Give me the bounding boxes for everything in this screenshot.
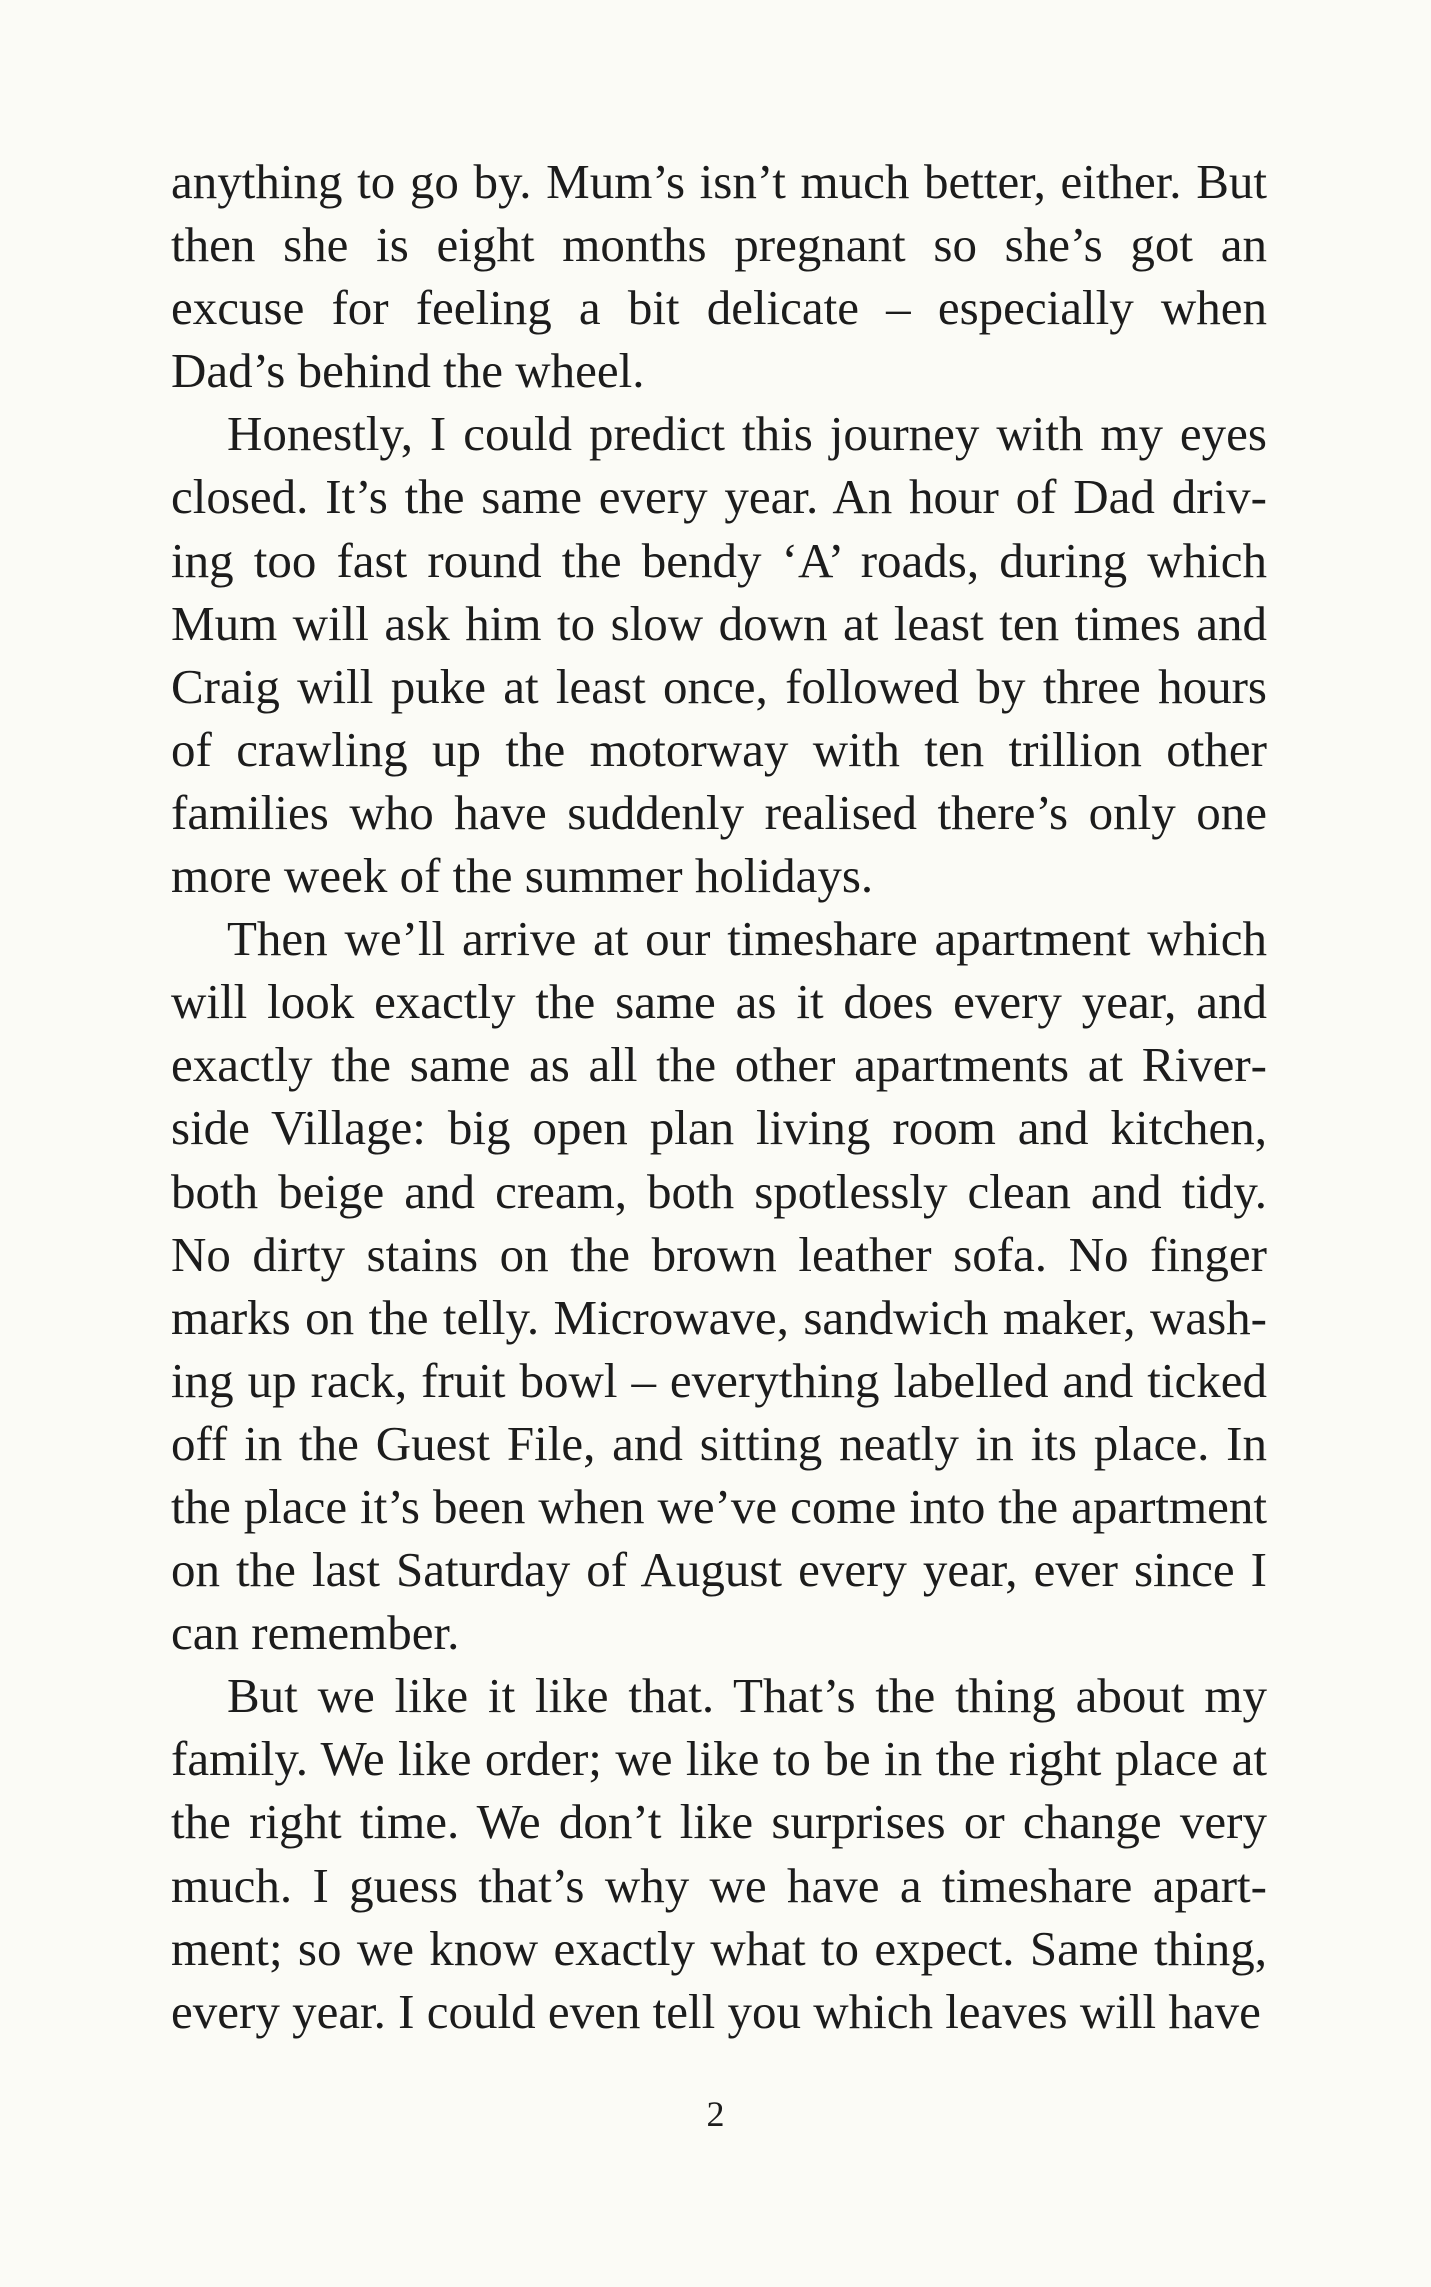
paragraph-2: Honestly, I could predict this journey with my eyes closed. It’s the same every year. An hour of Dad driving too fast round the bendy ‘A’ roads, during which Mum will ask him to slow down at least ten times and Craig will puke at least once, followed by three hours of crawling up the motorway with ten trillion other families who have suddenly realised there’s only one more week of the summer holidays. xyxy=(171,406,1267,904)
body-text xyxy=(171,150,1267,2043)
paragraph-1: anything to go by. Mum’s isn’t much better, either. But then she is eight months pregnant so she’s got an excuse for feeling a bit delicate – especially when Dad’s behind the wheel. xyxy=(171,154,1267,399)
paragraph-4: But we like it like that. That’s the thing about my family. We like order; we like to be in the right place at the right time. We don’t like surprises or change very much. I guess that’s why we have a timeshare apartment; so we know exactly what to expect. Same thing, every year. I could even tell you which leaves will have xyxy=(171,1668,1267,2039)
paragraph-3: Then we’ll arrive at our timeshare apartment which will look exactly the same as it does every year, and exactly the same as all the other apartments at Riverside Village: big open plan living room and kitchen, both beige and cream, both spotlessly clean and tidy. No dirty stains on the brown leather sofa. No finger marks on the telly. Microwave, sandwich maker, washing up rack, fruit bowl – everything labelled and ticked off in the Guest File, and sitting neatly in its place. In the place it’s been when we’ve come into the apartment on the last Saturday of August every year, ever since I can remember. xyxy=(171,911,1267,1661)
page-number: 2 xyxy=(706,2094,725,2134)
